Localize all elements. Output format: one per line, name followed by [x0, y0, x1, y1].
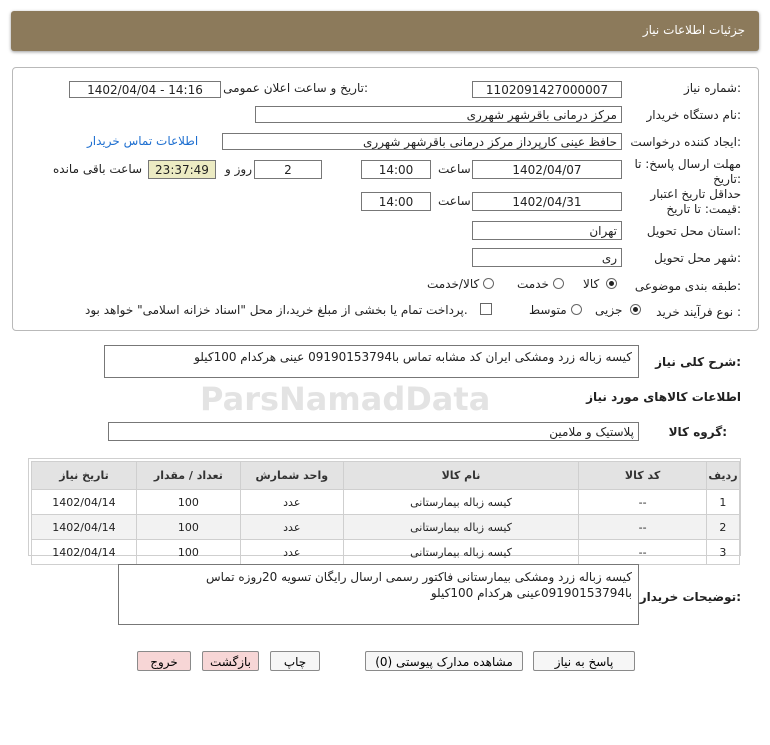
- cell-code: --: [579, 515, 707, 540]
- purchase-option-medium: متوسط: [529, 303, 567, 317]
- cell-unit: عدد: [240, 540, 343, 565]
- requester-label: ایجاد کننده درخواست:: [630, 135, 741, 149]
- table-row: [32, 490, 740, 515]
- purchase-radio-medium[interactable]: [571, 304, 582, 315]
- cell-unit: عدد: [240, 490, 343, 515]
- buyer-org-label: نام دستگاه خریدار:: [646, 108, 741, 122]
- reply-date-field: 1402/04/07: [472, 160, 622, 179]
- category-option-service: خدمت: [517, 277, 549, 291]
- category-radio-both[interactable]: [483, 278, 494, 289]
- table-row: [32, 515, 740, 540]
- col-unit-header: واحد شمارش: [240, 462, 343, 490]
- buyer-notes-field: [118, 564, 639, 625]
- table-header-row: [32, 462, 740, 490]
- cell-unit: عدد: [240, 515, 343, 540]
- description-label: شرح کلی نیاز:: [655, 355, 741, 369]
- col-qty-header: تعداد / مقدار: [136, 462, 240, 490]
- print-button[interactable]: چاپ: [270, 651, 320, 671]
- category-option-both: کالا/خدمت: [427, 277, 480, 291]
- treasury-note: پرداخت تمام یا بخشی از مبلغ خرید،از محل "اسناد خزانه اسلامی" خواهد بود.: [85, 303, 468, 317]
- goods-group-field: پلاستیک و ملامین: [108, 422, 639, 441]
- page-header: [11, 11, 759, 51]
- view-documents-button[interactable]: مشاهده مدارک پیوستی (0): [365, 651, 523, 671]
- validity-date-field: 1402/04/31: [472, 192, 622, 211]
- goods-section-title: اطلاعات کالاهای مورد نیاز: [586, 390, 741, 404]
- remaining-label: ساعت باقی مانده: [53, 162, 143, 176]
- cell-date: 1402/04/14: [32, 540, 137, 565]
- reply-time-field: 14:00: [361, 160, 431, 179]
- cell-qty: 100: [136, 515, 240, 540]
- province-label: استان محل تحویل:: [646, 224, 741, 238]
- purchase-radio-minor[interactable]: [630, 304, 641, 315]
- category-option-goods: کالا: [583, 277, 600, 291]
- treasury-checkbox[interactable]: [480, 303, 492, 315]
- days-label: روز و: [225, 162, 252, 176]
- buyer-org-field: مرکز درمانی باقرشهر شهرری: [255, 106, 622, 123]
- price-validity-label-2: قیمت: تا تاریخ:: [666, 202, 741, 216]
- purchase-type-label: نوع فرآیند خرید :: [656, 305, 741, 319]
- cell-name: کیسه زباله بیمارستانی: [343, 490, 579, 515]
- category-label: طبقه بندی موضوعی:: [634, 279, 741, 293]
- buyer-notes-label: توضیحات خریدار:: [639, 590, 741, 604]
- page-title: جزئیات اطلاعات نیاز: [642, 23, 745, 37]
- reply-deadline-label-2: تاریخ:: [713, 172, 741, 186]
- goods-group-label: گروه کالا:: [668, 425, 727, 439]
- cell-qty: 100: [136, 490, 240, 515]
- col-index-header: ردیف: [706, 462, 739, 490]
- reply-button[interactable]: پاسخ به نیاز: [533, 651, 635, 671]
- need-number-label: شماره نیاز:: [683, 81, 741, 95]
- city-field: ری: [472, 248, 622, 267]
- reply-time-label: ساعت: [438, 162, 471, 176]
- table-row: [32, 540, 740, 565]
- announce-field: 1402/04/04 - 14:16: [69, 81, 221, 98]
- buyer-notes-line-2: با09190153794عینی هرکدام 100کیلو: [430, 586, 632, 600]
- requester-field: حافظ عینی کارپرداز مرکز درمانی باقرشهر شهرری: [222, 133, 622, 150]
- cell-index: 1: [706, 490, 739, 515]
- days-field: 2: [254, 160, 322, 179]
- col-date-header: تاریخ نیاز: [32, 462, 137, 490]
- remaining-time-field: 23:37:49: [148, 160, 216, 179]
- cell-index: 3: [706, 540, 739, 565]
- cell-code: --: [579, 540, 707, 565]
- validity-time-field: 14:00: [361, 192, 431, 211]
- description-field: [104, 345, 639, 378]
- items-table: [31, 461, 740, 565]
- purchase-option-minor: جزیی: [595, 303, 623, 317]
- city-label: شهر محل تحویل:: [654, 251, 741, 265]
- cell-name: کیسه زباله بیمارستانی: [343, 515, 579, 540]
- exit-button[interactable]: خروج: [137, 651, 191, 671]
- cell-name: کیسه زباله بیمارستانی: [343, 540, 579, 565]
- back-button[interactable]: بازگشت: [202, 651, 259, 671]
- cell-date: 1402/04/14: [32, 490, 137, 515]
- buyer-contact-link[interactable]: اطلاعات تماس خریدار: [87, 134, 199, 148]
- validity-time-label: ساعت: [438, 194, 471, 208]
- cell-qty: 100: [136, 540, 240, 565]
- cell-date: 1402/04/14: [32, 515, 137, 540]
- province-field: تهران: [472, 221, 622, 240]
- announce-label: تاریخ و ساعت اعلان عمومی:: [223, 81, 368, 95]
- need-number-field: 1102091427000007: [472, 81, 622, 98]
- category-radio-service[interactable]: [553, 278, 564, 289]
- buyer-notes-line-1: کیسه زباله زرد ومشکی بیمارستانی فاکتور رسمی ارسال رایگان تسویه 20روزه تماس: [205, 570, 632, 584]
- reply-deadline-label: مهلت ارسال پاسخ: تا: [634, 157, 741, 171]
- col-name-header: نام کالا: [343, 462, 579, 490]
- col-code-header: کد کالا: [579, 462, 707, 490]
- watermark: ParsNamadData: [200, 380, 491, 418]
- category-radio-goods[interactable]: [606, 278, 617, 289]
- cell-code: --: [579, 490, 707, 515]
- cell-index: 2: [706, 515, 739, 540]
- price-validity-label: حداقل تاریخ اعتبار: [650, 187, 741, 201]
- description-text: کیسه زباله زرد ومشکی ایران کد مشابه تماس با09190153794 عینی هرکدام 100کیلو: [194, 350, 632, 364]
